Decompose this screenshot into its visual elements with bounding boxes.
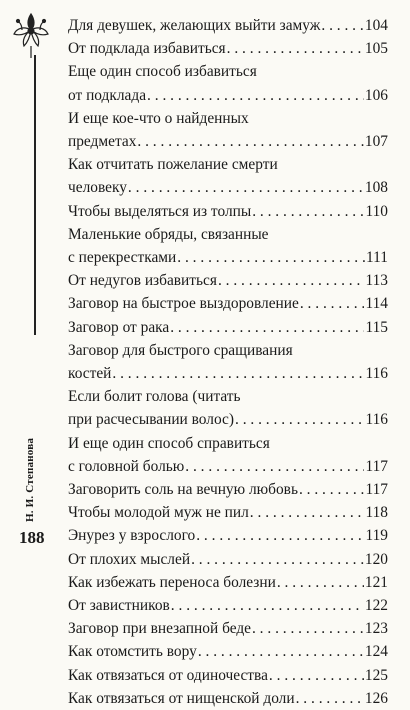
dot-leader: [137, 130, 364, 153]
toc-entry-page: 121: [364, 573, 388, 591]
toc-entry: [68, 617, 388, 640]
floral-ornament-icon: [10, 10, 52, 60]
toc-entry-page: 120: [364, 550, 388, 568]
toc-entry-title: костей: [68, 365, 112, 383]
toc-entry: [68, 385, 388, 431]
toc-entry: [68, 664, 388, 687]
toc-entry-line: [68, 687, 388, 710]
toc-entry-line: [68, 37, 388, 60]
dot-leader: [196, 524, 364, 547]
toc-entry: [68, 107, 388, 153]
toc-entry: [68, 594, 388, 617]
dot-leader: [235, 408, 364, 431]
toc-entry-line: [68, 339, 388, 362]
toc-entry-line: [68, 432, 388, 455]
toc-entry-line: [68, 200, 388, 223]
dot-leader: [185, 455, 364, 478]
toc-entry-page: 117: [365, 481, 388, 499]
dot-leader: [296, 687, 364, 710]
dot-leader: [252, 617, 364, 640]
toc-entry-title: Как избежать переноса болезни: [68, 573, 276, 591]
toc-entry-page: 115: [365, 318, 388, 336]
toc-entry-title: И еще кое-что о найденных: [68, 109, 249, 127]
toc-entry: [68, 571, 388, 594]
dot-leader: [177, 246, 365, 269]
toc-entry-title: Чтобы молодой муж не пил: [68, 504, 249, 522]
toc-entry-title: Энурез у взрослого: [68, 527, 196, 545]
toc-entry-page: 122: [364, 597, 388, 615]
toc-entry-line: [68, 617, 388, 640]
toc-entry-page: 118: [365, 504, 388, 522]
toc-entry-page: 107: [364, 133, 388, 151]
toc-entry-line: [68, 316, 388, 339]
toc-entry-page: 113: [365, 272, 388, 290]
toc-entry-page: 125: [364, 666, 388, 684]
toc-entry-title: Заговор при внезапной беде: [68, 620, 251, 638]
toc-entry-title: Для девушек, желающих выйти замуж: [68, 17, 321, 34]
toc-entry: [68, 269, 388, 292]
toc-entry-page: 117: [365, 457, 388, 475]
dot-leader: [250, 501, 365, 524]
dot-leader: [252, 200, 364, 223]
toc-entry-title: от подклада: [68, 86, 147, 104]
toc-entry-page: 126: [364, 689, 388, 707]
toc-entry-title: Заговор для быстрого сращивания: [68, 341, 293, 359]
vertical-rule: [34, 55, 36, 335]
toc-entry-page: 108: [364, 179, 388, 197]
toc-entry-line: [68, 269, 388, 292]
toc-entry-line: [68, 84, 388, 107]
dot-leader: [227, 37, 364, 60]
toc-entry-line: [68, 664, 388, 687]
toc-entry-title: Как отомстить вору: [68, 643, 197, 661]
toc-entry-title: при расчесывании волос): [68, 411, 235, 429]
toc-entry: [68, 60, 388, 106]
toc-entry-title: От недугов избавиться: [68, 272, 217, 290]
toc-entry-line: [68, 176, 388, 199]
toc-entry-title: Заговор на быстрое выздоровление: [68, 295, 299, 313]
toc-entry-title: От завистников: [68, 597, 170, 615]
toc-entry: [68, 339, 388, 385]
toc-entry-page: 110: [365, 202, 388, 220]
toc-entry-page: 124: [364, 643, 388, 661]
toc-entry-title: с головной болью: [68, 457, 185, 475]
dot-leader: [269, 664, 364, 687]
toc-entry-title: Если болит голова (читать: [68, 388, 241, 406]
toc-entry-title: с перекрестками: [68, 249, 177, 267]
toc-entry-title: Чтобы выделяться из толпы: [68, 202, 252, 220]
toc-entry: [68, 200, 388, 223]
toc-entry-page: 106: [364, 86, 388, 104]
toc-entry: [68, 640, 388, 663]
toc-entry: [68, 687, 388, 710]
toc-entry: [68, 548, 388, 571]
toc-entry-line: [68, 501, 388, 524]
toc-entry: [68, 37, 388, 60]
toc-entry-title: Заговор от рака: [68, 318, 170, 336]
toc-entry-page: 116: [365, 365, 388, 383]
toc-entry: [68, 153, 388, 199]
toc-entry-line: [68, 548, 388, 571]
table-of-contents: [68, 14, 388, 710]
dot-leader: [277, 571, 364, 594]
dot-leader: [191, 548, 364, 571]
toc-entry-line: [68, 640, 388, 663]
toc-entry: [68, 501, 388, 524]
toc-entry-line: [68, 362, 388, 385]
toc-entry-page: 123: [364, 620, 388, 638]
page-margin: [0, 0, 62, 577]
toc-entry: [68, 292, 388, 315]
toc-entry-line: [68, 478, 388, 501]
toc-entry-line: [68, 14, 388, 37]
toc-entry-line: [68, 60, 388, 83]
toc-entry-title: И еще один способ справиться: [68, 434, 270, 452]
toc-entry: [68, 432, 388, 478]
toc-entry-page: 119: [365, 527, 388, 545]
toc-entry-title: предметах: [68, 133, 137, 151]
toc-entry-title: человеку: [68, 179, 127, 197]
dot-leader: [198, 640, 364, 663]
dot-leader: [170, 316, 364, 339]
toc-entry: [68, 316, 388, 339]
toc-entry-line: [68, 130, 388, 153]
toc-entry-line: [68, 246, 388, 269]
page-number: 188: [19, 528, 45, 547]
dot-leader: [112, 362, 364, 385]
toc-entry-title: Как отвязаться от одиночества: [68, 666, 268, 684]
toc-entry-line: [68, 223, 388, 246]
toc-entry-title: Как отвязаться от нищенской доли: [68, 689, 295, 707]
dot-leader: [300, 292, 365, 315]
toc-entry-page: 116: [365, 411, 388, 429]
dot-leader: [128, 176, 364, 199]
dot-leader: [171, 594, 364, 617]
toc-entry-line: [68, 594, 388, 617]
dot-leader: [299, 478, 365, 501]
running-head-author: Н. И. Степанова: [24, 437, 36, 522]
toc-entry-title: От плохих мыслей: [68, 550, 191, 568]
toc-entry-title: От подклада избавиться: [68, 40, 226, 58]
toc-entry-line: [68, 292, 388, 315]
toc-entry-title: Заговорить соль на вечную любовь: [68, 481, 298, 499]
toc-entry-line: [68, 524, 388, 547]
toc-entry-line: [68, 107, 388, 130]
toc-entry-page: 111: [366, 249, 388, 267]
toc-entry-title: Маленькие обряды, связанные: [68, 225, 269, 243]
dot-leader: [321, 14, 364, 37]
toc-entry-line: [68, 385, 388, 408]
toc-entry-line: [68, 455, 388, 478]
toc-entry-title: Еще один способ избавиться: [68, 63, 257, 81]
toc-entry-title: Как отчитать пожелание смерти: [68, 156, 278, 174]
toc-entry: [68, 14, 388, 37]
dot-leader: [147, 84, 364, 107]
toc-entry: [68, 524, 388, 547]
toc-entry-line: [68, 571, 388, 594]
toc-entry-page: 114: [365, 295, 388, 313]
toc-entry-line: [68, 153, 388, 176]
toc-entry: [68, 478, 388, 501]
dot-leader: [218, 269, 365, 292]
toc-entry-page: 104: [364, 17, 388, 34]
toc-entry: [68, 223, 388, 269]
toc-entry-page: 105: [364, 40, 388, 58]
toc-entry-line: [68, 408, 388, 431]
